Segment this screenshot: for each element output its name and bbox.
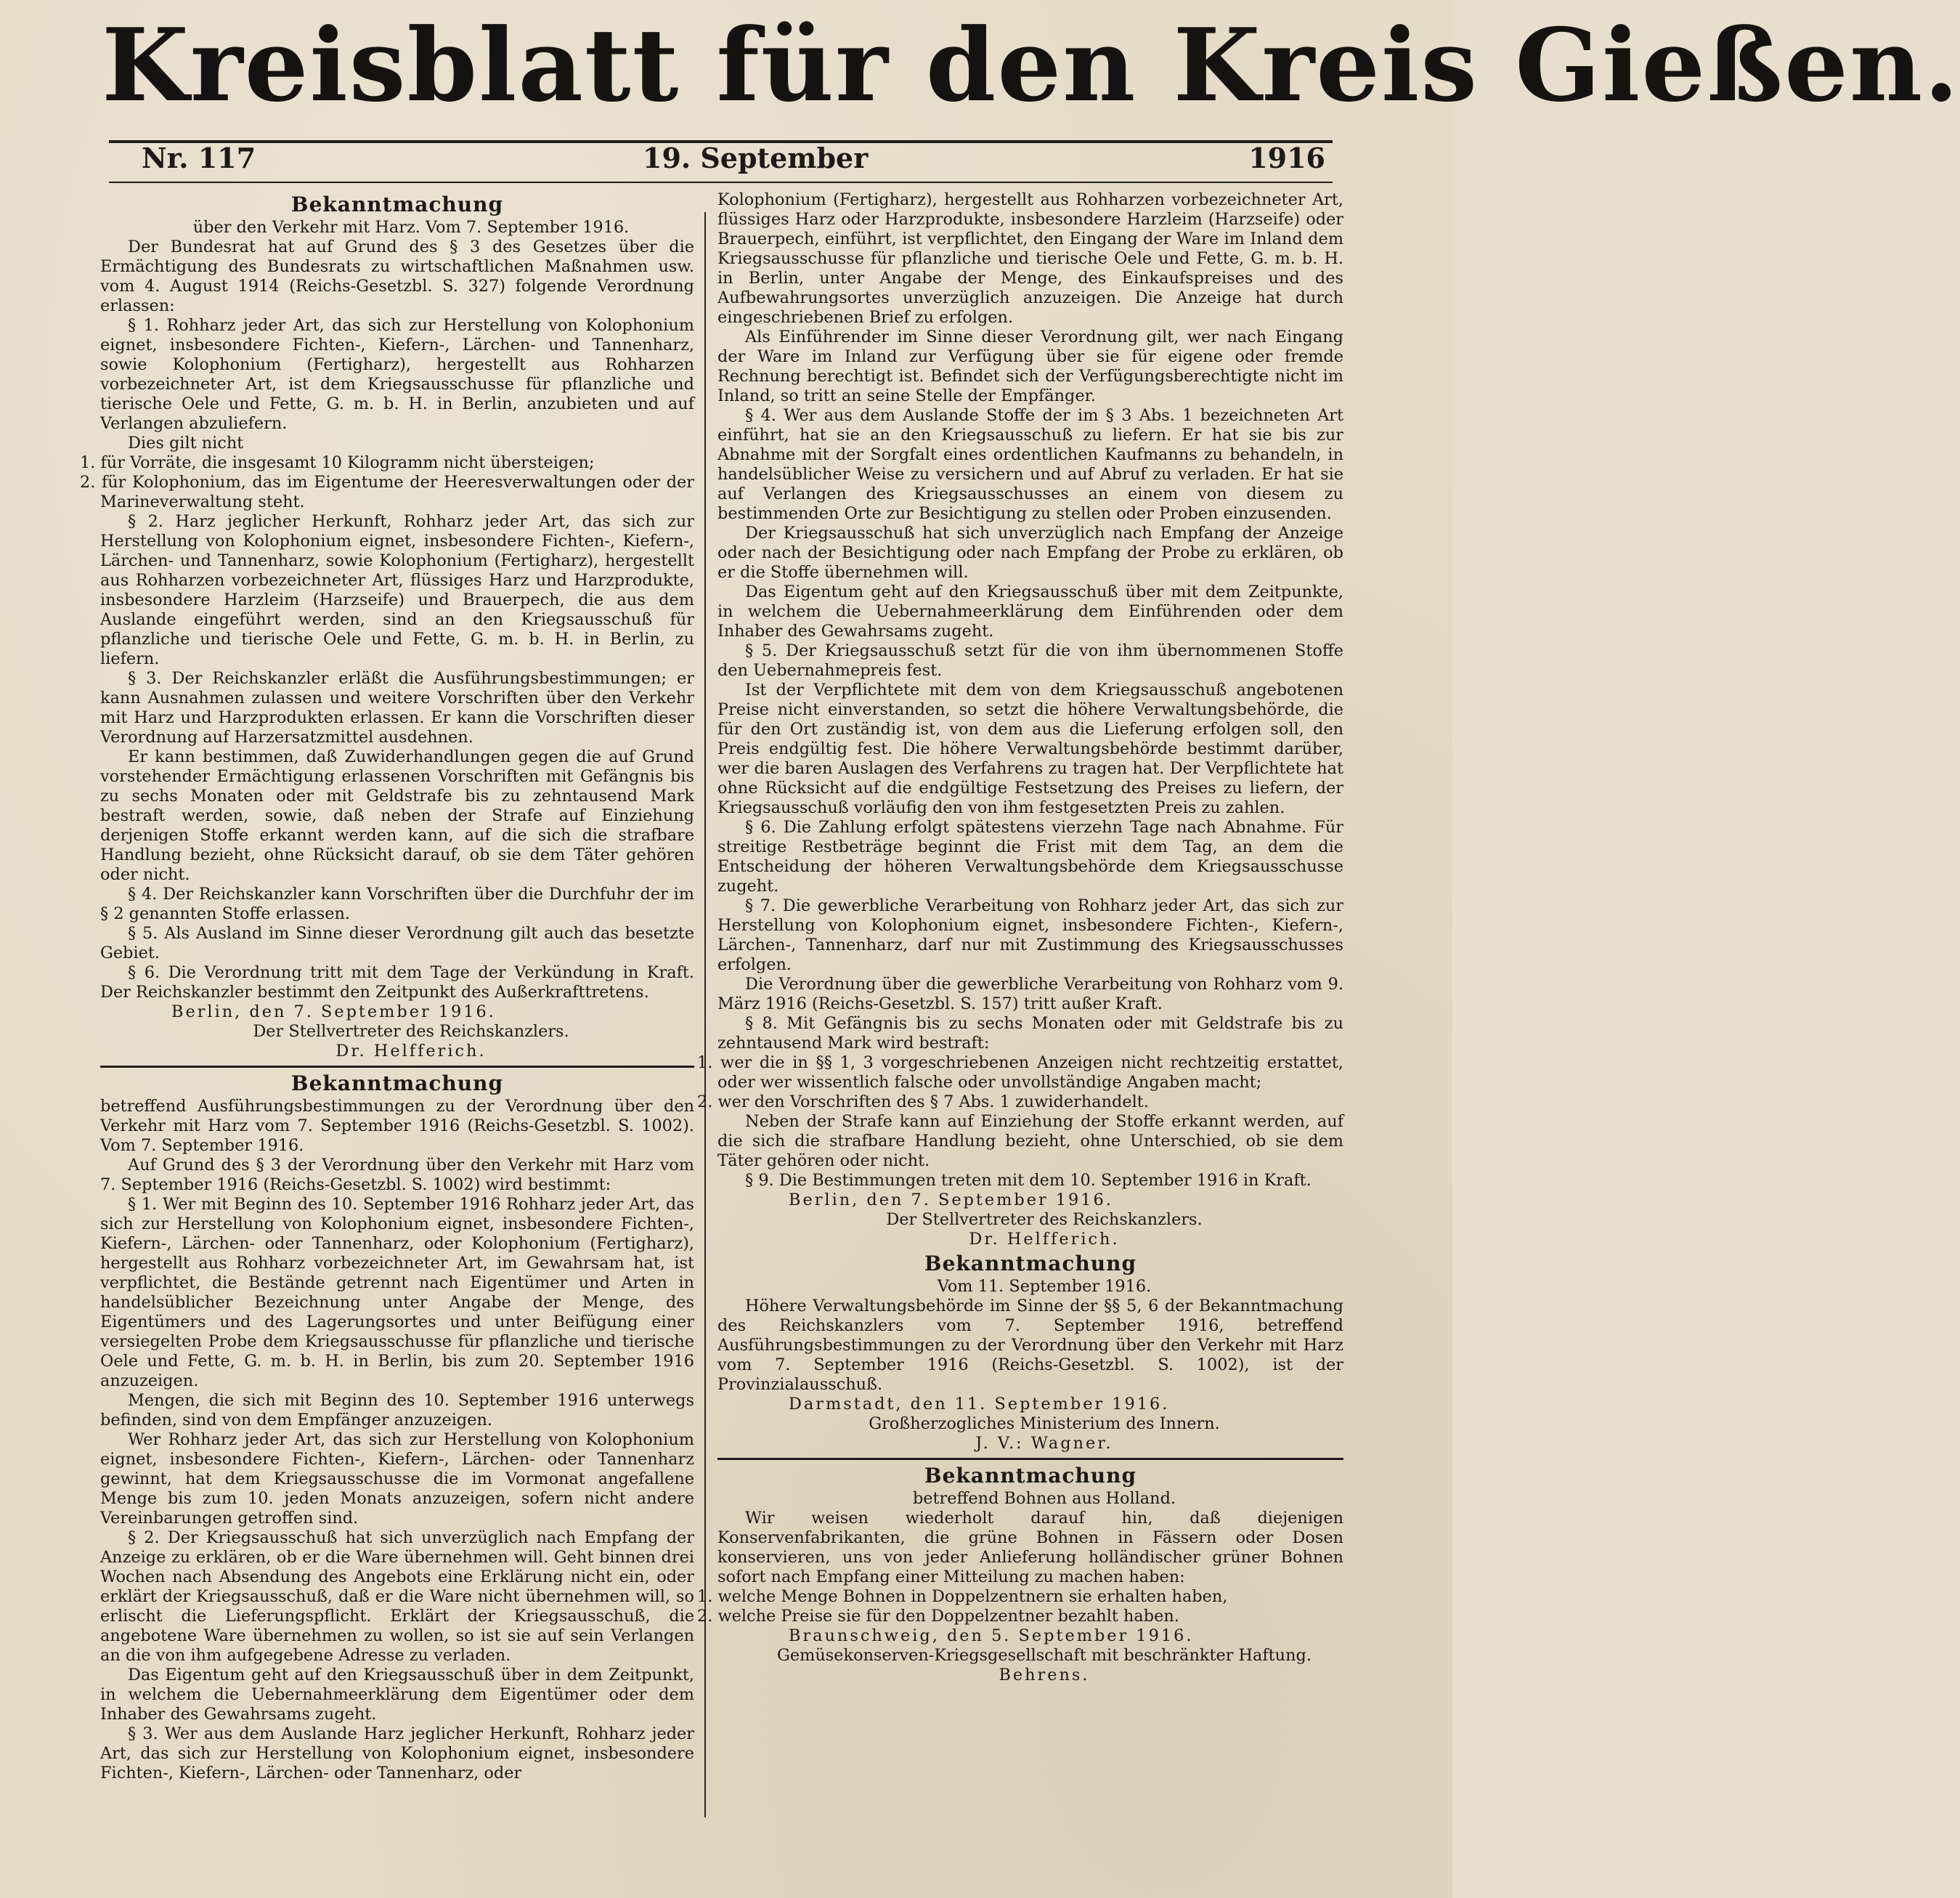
dateline bbox=[113, 138, 1333, 184]
column-divider bbox=[704, 212, 706, 1817]
notice-2-para: Das Eigentum geht auf den Kriegsausschuß über in dem Zeitpunkt, in welchem die Uebernahmeerklärung dem Eigentümer oder dem Inhaber des Gewahrsams zugeht. bbox=[100, 1666, 694, 1724]
issue-number: Nr. 117 bbox=[142, 142, 256, 174]
notice-1-para: § 2. Harz jeglicher Herkunft, Rohharz jeder Art, das sich zur Herstellung von Kolophonium eignet, insbesondere Fichten-, Kiefern-, Lärchen- und Tannenharz, sowie Kolophonium (Fertigharz), hergestellt aus Rohharzen vorbezeichneter Art, flüssiges Harz und Harzprodukte, insbesondere Harzleim (Harzseife) und Brauerpech, die aus dem Auslande eingeführt werden, sind an den Kriegsausschuß für pflanzliche und tierische Oele und Fette, G. m. b. H. in Berlin, zu liefern. bbox=[100, 512, 694, 668]
notice-3-subtitle: Vom 11. September 1916. bbox=[937, 1277, 1152, 1296]
masthead-title: Kreisblatt für den Kreis Gießen. bbox=[102, 6, 1960, 124]
notice-1-para: § 5. Als Ausland im Sinne dieser Verordnung gilt auch das besetzte Gebiet. bbox=[100, 924, 694, 962]
notice-2-signature: Dr. Helfferich. bbox=[969, 1230, 1120, 1249]
notice-2-para: § 7. Die gewerbliche Verarbeitung von Rohharz jeder Art, das sich zur Herstellung von Kolophonium eignet, insbesondere Fichten-, Kiefern-, Lärchen-, Tannenharz, darf nur mit Zustimmung des Kriegsausschusses erfolgen. bbox=[717, 896, 1343, 974]
notice-4-subtitle: betreffend Bohnen aus Holland. bbox=[912, 1489, 1176, 1508]
notice-2-para: § 3. Wer aus dem Auslande Harz jeglicher Herkunft, Rohharz jeder Art, das sich zur Herstellung von Kolophonium eignet, insbesondere Fichten-, Kiefern-, Lärchen- oder Tannenharz, oder bbox=[100, 1724, 694, 1783]
notice-1-para: Er kann bestimmen, daß Zuwiderhandlungen gegen die auf Grund vorstehender Ermächtigung erlassenen Vorschriften mit Gefängnis bis zu sechs Monaten oder mit Geldstrafe bis zu zehntausend Mark bestraft werden, sowie, daß neben der Strafe auf Einziehung derjenigen Stoffe erkannt werden kann, auf die sich die strafbare Handlung bezieht, ohne Rücksicht darauf, ob sie dem Täter gehören oder nicht. bbox=[100, 747, 694, 884]
notice-2-para: Wer Rohharz jeder Art, das sich zur Herstellung von Kolophonium eignet, insbesondere Fichten-, Kiefern-, Lärchen- oder Tannenharz gewinnt, hat dem Kriegsausschusse die im Vormonat angefallene Menge bis zum 10. jeden Monats anzuzeigen, sofern nicht andere Vereinbarungen getroffen sind. bbox=[100, 1430, 694, 1528]
notice-3-heading: Bekanntmachung bbox=[924, 1252, 1137, 1276]
notice-2-para: § 6. Die Zahlung erfolgt spätestens vierzehn Tage nach Abnahme. Für streitige Restbeträge beginnt die Frist mit dem Tag, an dem die Entscheidung der höheren Verwaltungsbehörde dem Kriegsausschusse zugeht. bbox=[717, 818, 1343, 896]
notice-1-office: Der Stellvertreter des Reichskanzlers. bbox=[253, 1022, 569, 1041]
notice-2-office: Der Stellvertreter des Reichskanzlers. bbox=[886, 1210, 1203, 1229]
notice-1-para: Dies gilt nicht bbox=[128, 434, 244, 453]
notice-3-office: Großherzogliches Ministerium des Innern. bbox=[869, 1414, 1220, 1433]
notice-4-para: Wir weisen wiederholt darauf hin, daß diejenigen Konservenfabrikanten, die grüne Bohnen in Fässern oder Dosen konservieren, uns von jeder Anlieferung holländischer grüner Bohnen sofort nach Empfang einer Mitteilung zu machen haben: bbox=[717, 1509, 1343, 1586]
notice-1-place-date: Berlin, den 7. September 1916. bbox=[171, 1002, 496, 1021]
notice-1-intro: Der Bundesrat hat auf Grund des § 3 des Gesetzes über die Ermächtigung des Bundesrats zu wirtschaftlichen Maßnahmen usw. vom 4. August 1914 (Reichs-Gesetzbl. S. 327) folgende Verordnung erlassen: bbox=[100, 238, 694, 315]
notice-1-para: § 3. Der Reichskanzler erläßt die Ausführungsbestimmungen; er kann Ausnahmen zulassen und weitere Vorschriften über den Verkehr mit Harz und Harzprodukten erlassen. Er kann die Vorschriften dieser Verordnung auf Harzersatzmittel ausdehnen. bbox=[100, 669, 694, 747]
notice-1-para: § 6. Die Verordnung tritt mit dem Tage der Verkündung in Kraft. Der Reichskanzler bestimmt den Zeitpunkt des Außerkrafttretens. bbox=[100, 963, 694, 1002]
notice-1-para: § 1. Rohharz jeder Art, das sich zur Herstellung von Kolophonium eignet, insbesondere Fichten-, Kiefern-, Lärchen- und Tannenharz, sowie Kolophonium (Fertigharz), hergestellt aus Rohharzen vorbezeichneter Art, ist dem Kriegsausschusse für pflanzliche und tierische Oele und Fette, G. m. b. H. in Berlin, anzubieten und auf Verlangen abzuliefern. bbox=[100, 316, 694, 433]
notice-2-para: Das Eigentum geht auf den Kriegsausschuß über mit dem Zeitpunkte, in welchem die Uebernahmeerklärung dem Einführenden oder dem Inhaber des Gewahrsams zugeht. bbox=[717, 583, 1343, 641]
notice-separator bbox=[717, 1458, 1343, 1460]
notice-1-list-item: 2. für Kolophonium, das im Eigentume der Heeresverwaltungen oder der Marineverwaltung steht. bbox=[80, 473, 694, 511]
notice-2-para: § 5. Der Kriegsausschuß setzt für die von ihm übernommenen Stoffe den Uebernahmepreis fest. bbox=[717, 641, 1343, 680]
notice-4-list-item: 2. welche Preise sie für den Doppelzentner bezahlt haben. bbox=[697, 1607, 1179, 1626]
issue-date: 19. September bbox=[643, 142, 869, 174]
notice-1-signature: Dr. Helfferich. bbox=[336, 1042, 487, 1060]
notice-1-subtitle: über den Verkehr mit Harz. Vom 7. September 1916. bbox=[192, 218, 630, 237]
notice-2-continued: Kolophonium (Fertigharz), hergestellt aus Rohharzen vorbezeichneter Art, flüssiges Harz oder Harzprodukte, insbesondere Harzleim (Harzseife) oder Brauerpech, einführt, ist verpflichtet, den Eingang der Ware im Inland dem Kriegsausschusse für pflanzliche und tierische Oele und Fette, G. m. b. H. in Berlin, unter Angabe der Menge, des Einkaufspreises und des Aufbewahrungsortes unverzüglich anzuzeigen. Die Anzeige hat durch eingeschriebenen Brief zu erfolgen. bbox=[717, 190, 1343, 327]
notice-2-list-item: 1. wer die in §§ 1, 3 vorgeschriebenen Anzeigen nicht rechtzeitig erstattet, oder wer wissentlich falsche oder unvollständige Angaben macht; bbox=[697, 1053, 1343, 1092]
notice-separator bbox=[100, 1066, 694, 1068]
notice-2-para: Der Kriegsausschuß hat sich unverzüglich nach Empfang der Anzeige oder nach der Besichtigung oder nach Empfang der Probe zu erklären, ob er die Stoffe übernehmen will. bbox=[717, 524, 1343, 582]
notice-2-para: § 4. Wer aus dem Auslande Stoffe der im § 3 Abs. 1 bezeichneten Art einführt, hat sie an den Kriegsausschuß zu liefern. Er hat sie bis zur Abnahme mit der Sorgfalt eines ordentlichen Kaufmanns zu behandeln, in handelsüblicher Weise zu versichern und auf Abruf zu verladen. Er hat sie auf Verlangen des Kriegsausschusses an einem von diesem zu bestimmenden Orte zur Besichtigung zu stellen oder Proben einzusenden. bbox=[717, 406, 1343, 523]
notice-4-place-date: Braunschweig, den 5. September 1916. bbox=[789, 1626, 1194, 1645]
notice-3-signature: J. V.: Wagner. bbox=[975, 1434, 1113, 1453]
notice-2-para: Neben der Strafe kann auf Einziehung der Stoffe erkannt werden, auf die sich die strafbare Handlung bezieht, ohne Unterschied, ob sie dem Täter gehören oder nicht. bbox=[717, 1112, 1343, 1170]
notice-2-para: § 2. Der Kriegsausschuß hat sich unverzüglich nach Empfang der Anzeige zu erklären, ob er die Ware übernehmen will. Geht binnen drei Wochen nach Absendung des Angebots eine Erklärung nicht ein, oder erklärt der Kriegsausschuß, daß er die Ware nicht übernehmen will, so erlischt die Lieferungspflicht. Erklärt der Kriegsausschuß, die angebotene Ware übernehmen zu wollen, so ist sie auf sein Verlangen an die von ihm aufgegebene Adresse zu verladen. bbox=[100, 1528, 694, 1665]
notice-2-intro: Auf Grund des § 3 der Verordnung über den Verkehr mit Harz vom 7. September 1916 (Reichs-Gesetzbl. S. 1002) wird bestimmt: bbox=[100, 1156, 694, 1194]
notice-2-para: Mengen, die sich mit Beginn des 10. September 1916 unterwegs befinden, sind von dem Empfänger anzuzeigen. bbox=[100, 1391, 694, 1429]
notice-2-para: § 8. Mit Gefängnis bis zu sechs Monaten oder mit Geldstrafe bis zu zehntausend Mark wird bestraft: bbox=[717, 1014, 1343, 1053]
notice-2-heading: Bekanntmachung bbox=[290, 1071, 504, 1095]
notice-1-para: § 4. Der Reichskanzler kann Vorschriften über die Durchfuhr der im § 2 genannten Stoffe erlassen. bbox=[100, 885, 694, 923]
notice-1-heading: Bekanntmachung bbox=[290, 192, 504, 216]
notice-2-list-item: 2. wer den Vorschriften des § 7 Abs. 1 zuwiderhandelt. bbox=[697, 1092, 1149, 1111]
right-column bbox=[697, 190, 1343, 1685]
notice-2-place-date: Berlin, den 7. September 1916. bbox=[789, 1191, 1113, 1209]
notice-2-para: § 1. Wer mit Beginn des 10. September 1916 Rohharz jeder Art, das sich zur Herstellung von Kolophonium eignet, insbesondere Fichten-, Kiefern-, Lärchen- oder Tannenharz, oder Kolophonium (Fertigharz), hergestellt aus Rohharz vorbezeichneter Art, im Gewahrsam hat, ist verpflichtet, die Bestände getrennt nach Eigentümer und Arten in handelsüblicher Bezeichnung unter Angabe der Menge, des Eigentümers und des Lagerungsortes und unter Beifügung einer versiegelten Probe dem Kriegsausschusse für pflanzliche und tierische Oele und Fette, G. m. b. H. in Berlin, bis zum 20. September 1916 anzuzeigen. bbox=[100, 1195, 694, 1390]
notice-4-office: Gemüsekonserven-Kriegsgesellschaft mit beschränkter Haftung. bbox=[777, 1646, 1312, 1665]
notice-2-para: § 9. Die Bestimmungen treten mit dem 10. September 1916 in Kraft. bbox=[745, 1171, 1312, 1190]
notice-4-heading: Bekanntmachung bbox=[924, 1464, 1137, 1488]
issue-year: 1916 bbox=[1248, 142, 1325, 174]
notice-3-para: Höhere Verwaltungsbehörde im Sinne der §§ 5, 6 der Bekanntmachung des Reichskanzlers vom 7. September 1916, betreffend Ausführungsbestimmungen zu der Verordnung über den Verkehr mit Harz vom 7. September 1916 (Reichs-Gesetzbl. S. 1002), ist der Provinzialausschuß. bbox=[717, 1297, 1343, 1394]
notice-4-list-item: 1. welche Menge Bohnen in Doppelzentnern sie erhalten haben, bbox=[697, 1587, 1228, 1606]
notice-4-signature: Behrens. bbox=[999, 1666, 1090, 1684]
notice-2-para: Ist der Verpflichtete mit dem von dem Kriegsausschuß angebotenen Preise nicht einverstanden, so setzt die höhere Verwaltungsbehörde, die für den Ort zuständig ist, von dem aus die Lieferung erfolgen soll, den Preis endgültig fest. Die höhere Verwaltungsbehörde bestimmt darüber, wer die baren Auslagen des Verfahrens zu tragen hat. Der Verpflichtete hat ohne Rücksicht auf die endgültige Festsetzung des Preises zu liefern, der Kriegsausschuß vorläufig den von ihm festgesetzten Preis zu zahlen. bbox=[717, 681, 1343, 817]
notice-2-para: Als Einführender im Sinne dieser Verordnung gilt, wer nach Eingang der Ware im Inland zur Verfügung über sie für eigene oder fremde Rechnung berechtigt ist. Befindet sich der Verfügungsberechtigte nicht im Inland, so tritt an seine Stelle der Empfänger. bbox=[717, 328, 1343, 405]
notice-3-place-date: Darmstadt, den 11. September 1916. bbox=[789, 1395, 1170, 1414]
notice-2-subtitle: betreffend Ausführungsbestimmungen zu der Verordnung über den Verkehr mit Harz vom 7. September 1916 (Reichs-Gesetzbl. S. 1002). Vom 7. September 1916. bbox=[100, 1097, 694, 1155]
left-column bbox=[80, 190, 694, 1783]
notice-1-list-item: 1. für Vorräte, die insgesamt 10 Kilogramm nicht übersteigen; bbox=[80, 453, 595, 472]
dateline-rule bbox=[109, 182, 1333, 183]
notice-2-para: Die Verordnung über die gewerbliche Verarbeitung von Rohharz vom 9. März 1916 (Reichs-Gesetzbl. S. 157) tritt außer Kraft. bbox=[717, 975, 1343, 1013]
